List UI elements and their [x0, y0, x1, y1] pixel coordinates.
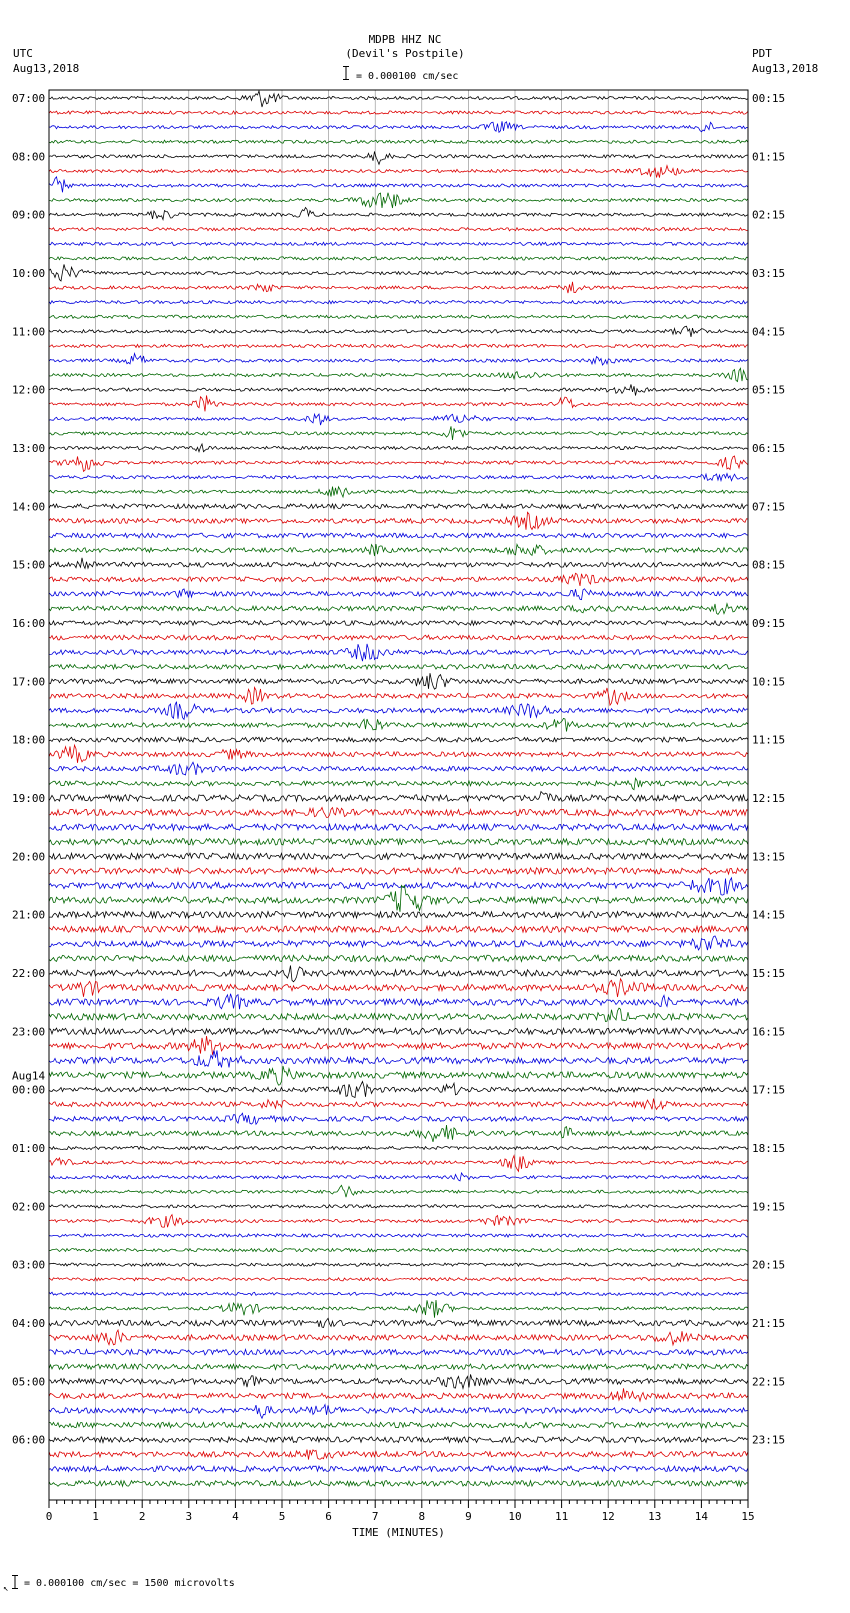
pdt-hour-label: 00:15	[752, 92, 786, 105]
x-tick-label: 9	[465, 1510, 472, 1523]
seismic-trace	[49, 994, 748, 1010]
pdt-hour-label: 11:15	[752, 733, 786, 747]
utc-hour-label: 14:00	[12, 500, 46, 514]
seismic-trace	[49, 966, 748, 982]
pdt-hour-label: 10:15	[752, 675, 786, 689]
seismic-trace	[49, 1050, 748, 1067]
seismic-trace	[49, 504, 748, 509]
seismic-trace	[49, 193, 748, 208]
seismic-trace	[49, 824, 748, 830]
pdt-hour-label: 23:15	[752, 1433, 786, 1447]
x-tick-label: 14	[694, 1510, 709, 1523]
right-timezone: PDT	[752, 47, 772, 60]
date-change-label: Aug14	[12, 1069, 46, 1083]
utc-hour-label: 12:00	[12, 383, 46, 397]
seismic-trace	[49, 1278, 748, 1281]
left-timezone: UTC	[13, 47, 33, 60]
seismic-trace	[49, 456, 748, 471]
seismic-trace	[49, 1156, 748, 1172]
station-title: MDPB HHZ NC	[368, 33, 442, 46]
utc-hour-label: 07:00	[12, 92, 46, 105]
pdt-hour-label: 14:15	[752, 908, 786, 922]
seismic-trace	[49, 1450, 748, 1460]
seismic-trace	[49, 326, 748, 337]
pdt-hour-label: 09:15	[752, 617, 786, 630]
seismic-trace	[49, 778, 748, 789]
seismic-trace	[49, 702, 748, 720]
utc-hour-label: 16:00	[12, 617, 46, 630]
seismic-trace	[49, 1099, 748, 1110]
site-title: (Devil's Postpile)	[345, 47, 465, 60]
x-tick-label: 4	[232, 1510, 239, 1523]
utc-hour-label: 21:00	[12, 908, 46, 922]
seismic-trace	[49, 354, 748, 366]
seismic-trace	[49, 604, 748, 615]
seismic-trace	[49, 1185, 748, 1197]
seismic-trace	[49, 242, 748, 245]
pdt-hour-label: 18:15	[752, 1142, 786, 1155]
seismic-trace	[49, 111, 748, 114]
pdt-hour-label: 04:15	[752, 325, 786, 339]
x-tick-label: 8	[418, 1510, 426, 1523]
seismic-trace	[49, 762, 748, 775]
footer-scale-bar-icon	[12, 1575, 18, 1589]
seismic-trace	[49, 1263, 748, 1266]
scale-text: = 0.000100 cm/sec	[356, 71, 459, 82]
seismic-trace	[49, 344, 748, 347]
seismic-trace	[49, 868, 748, 874]
utc-hour-label: 11:00	[12, 325, 46, 339]
seismic-trace	[49, 839, 748, 845]
x-tick-label: 1	[92, 1510, 99, 1523]
x-tick-label: 12	[601, 1510, 615, 1523]
trace-lines	[49, 91, 748, 1486]
seismic-trace	[49, 384, 748, 395]
seismic-trace	[49, 912, 748, 918]
x-tick-label: 0	[45, 1510, 53, 1523]
utc-hour-label: 22:00	[12, 967, 46, 980]
seismic-trace	[49, 177, 748, 192]
utc-hour-label: 20:00	[12, 850, 46, 864]
seismic-trace	[49, 166, 748, 178]
x-tick-label: 2	[138, 1510, 146, 1523]
seismic-trace	[49, 1388, 748, 1401]
seismic-trace	[49, 1330, 748, 1345]
seismic-trace	[49, 444, 748, 452]
seismic-trace	[49, 558, 748, 569]
pdt-hour-label: 13:15	[752, 850, 786, 864]
seismic-trace	[49, 878, 748, 895]
seismic-trace	[49, 737, 748, 742]
x-tick-label: 11	[554, 1510, 569, 1523]
pdt-hour-label: 19:15	[752, 1200, 786, 1214]
utc-hour-label: 02:00	[12, 1200, 46, 1214]
pdt-hour-label: 12:15	[752, 792, 786, 805]
seismic-trace	[49, 512, 748, 529]
seismic-trace	[49, 1205, 748, 1208]
seismic-trace	[49, 1318, 748, 1327]
seismic-trace	[49, 414, 748, 425]
utc-hour-label: 13:00	[12, 442, 46, 455]
seismic-trace	[49, 208, 748, 220]
seismic-trace	[49, 121, 748, 132]
seismic-trace	[49, 152, 748, 165]
seismic-trace	[49, 91, 748, 107]
utc-hour-label: 05:00	[12, 1375, 46, 1389]
x-tick-label: 13	[648, 1510, 662, 1523]
seismic-trace	[49, 301, 748, 304]
utc-hour-label: 08:00	[12, 150, 46, 164]
seismic-trace	[49, 282, 748, 293]
seismic-trace	[49, 264, 748, 281]
pdt-hour-label: 07:15	[752, 500, 786, 514]
seismic-trace	[49, 257, 748, 260]
x-tick-label: 7	[371, 1510, 379, 1523]
seismic-trace	[49, 1292, 748, 1295]
seismic-trace	[49, 1146, 748, 1149]
seismic-trace	[49, 426, 748, 440]
seismic-trace	[49, 1249, 748, 1252]
seismic-trace	[49, 926, 748, 932]
seismic-trace	[49, 635, 748, 640]
seismic-trace	[49, 1466, 748, 1472]
seismic-trace	[49, 368, 748, 381]
seismic-trace	[49, 1215, 748, 1228]
seismic-trace	[49, 853, 748, 859]
seismic-trace	[49, 1113, 748, 1124]
utc-hour-label: 01:00	[12, 1142, 46, 1155]
pdt-hour-label: 15:15	[752, 967, 786, 980]
utc-hour-label: 18:00	[12, 733, 46, 747]
seismic-trace	[49, 745, 748, 763]
x-tick-label: 3	[185, 1510, 193, 1523]
seismic-trace	[49, 673, 748, 689]
seismic-trace	[49, 664, 748, 669]
utc-hour-label: 00:00	[12, 1083, 46, 1097]
seismic-trace	[49, 621, 748, 626]
seismic-trace	[49, 315, 748, 318]
x-tick-label: 6	[325, 1510, 332, 1523]
left-date: Aug13,2018	[13, 62, 80, 75]
pdt-hour-label: 22:15	[752, 1375, 786, 1389]
seismic-trace	[49, 1066, 748, 1085]
x-axis-title: TIME (MINUTES)	[352, 1526, 445, 1539]
x-tick-label: 10	[508, 1510, 522, 1523]
utc-hour-label: 09:00	[12, 208, 46, 222]
utc-hour-label: 15:00	[12, 558, 46, 572]
seismic-trace	[49, 718, 748, 731]
seismic-trace	[49, 1422, 748, 1428]
seismic-trace	[49, 1437, 748, 1443]
pdt-hour-label: 16:15	[752, 1025, 786, 1039]
seismic-trace	[49, 1008, 748, 1021]
seismic-trace	[49, 589, 748, 600]
pdt-hour-label: 03:15	[752, 267, 786, 280]
seismic-trace	[49, 1374, 748, 1388]
seismic-trace	[49, 1234, 748, 1237]
seismic-trace	[49, 955, 748, 961]
seismic-trace	[49, 1405, 748, 1419]
seismic-trace	[49, 792, 748, 802]
utc-hour-label: 06:00	[12, 1433, 46, 1447]
footer-marker-icon: ↖	[3, 1584, 9, 1594]
utc-hour-label: 19:00	[12, 792, 46, 805]
pdt-hour-label: 17:15	[752, 1083, 786, 1097]
seismic-trace	[49, 687, 748, 705]
pdt-hour-label: 20:15	[752, 1258, 786, 1272]
seismic-trace	[49, 808, 748, 818]
pdt-hour-label: 05:15	[752, 383, 786, 397]
seismic-trace	[49, 979, 748, 997]
seismic-trace	[49, 487, 748, 497]
utc-hour-label: 23:00	[12, 1025, 46, 1039]
utc-hour-label: 04:00	[12, 1317, 46, 1330]
pdt-hour-label: 08:15	[752, 558, 786, 572]
right-date: Aug13,2018	[752, 62, 819, 75]
seismic-trace	[49, 1125, 748, 1142]
seismic-trace	[49, 1082, 748, 1098]
seismic-trace	[49, 1349, 748, 1355]
seismic-trace	[49, 936, 748, 950]
seismic-trace	[49, 544, 748, 556]
pdt-hour-label: 02:15	[752, 208, 786, 222]
seismic-trace	[49, 1300, 748, 1318]
seismic-trace	[49, 644, 748, 661]
seismic-trace	[49, 886, 748, 912]
seismic-trace	[49, 1173, 748, 1181]
utc-hour-label: 17:00	[12, 675, 46, 689]
x-tick-label: 5	[278, 1510, 286, 1523]
utc-hour-label: 03:00	[12, 1258, 46, 1272]
seismic-trace	[49, 1028, 748, 1034]
pdt-hour-label: 21:15	[752, 1317, 786, 1330]
seismic-trace	[49, 573, 748, 586]
seismic-trace	[49, 395, 748, 411]
seismic-trace	[49, 474, 748, 481]
seismic-trace	[49, 1481, 748, 1487]
seismic-trace	[49, 1036, 748, 1055]
seismic-trace	[49, 533, 748, 538]
pdt-hour-label: 01:15	[752, 150, 786, 164]
x-tick-label: 15	[741, 1510, 755, 1523]
seismic-trace	[49, 140, 748, 143]
seismic-trace	[49, 228, 748, 231]
utc-hour-label: 10:00	[12, 267, 46, 280]
footer-scale-text: = 0.000100 cm/sec = 1500 microvolts	[24, 1578, 235, 1589]
seismic-trace	[49, 1364, 748, 1370]
pdt-hour-label: 06:15	[752, 442, 786, 455]
